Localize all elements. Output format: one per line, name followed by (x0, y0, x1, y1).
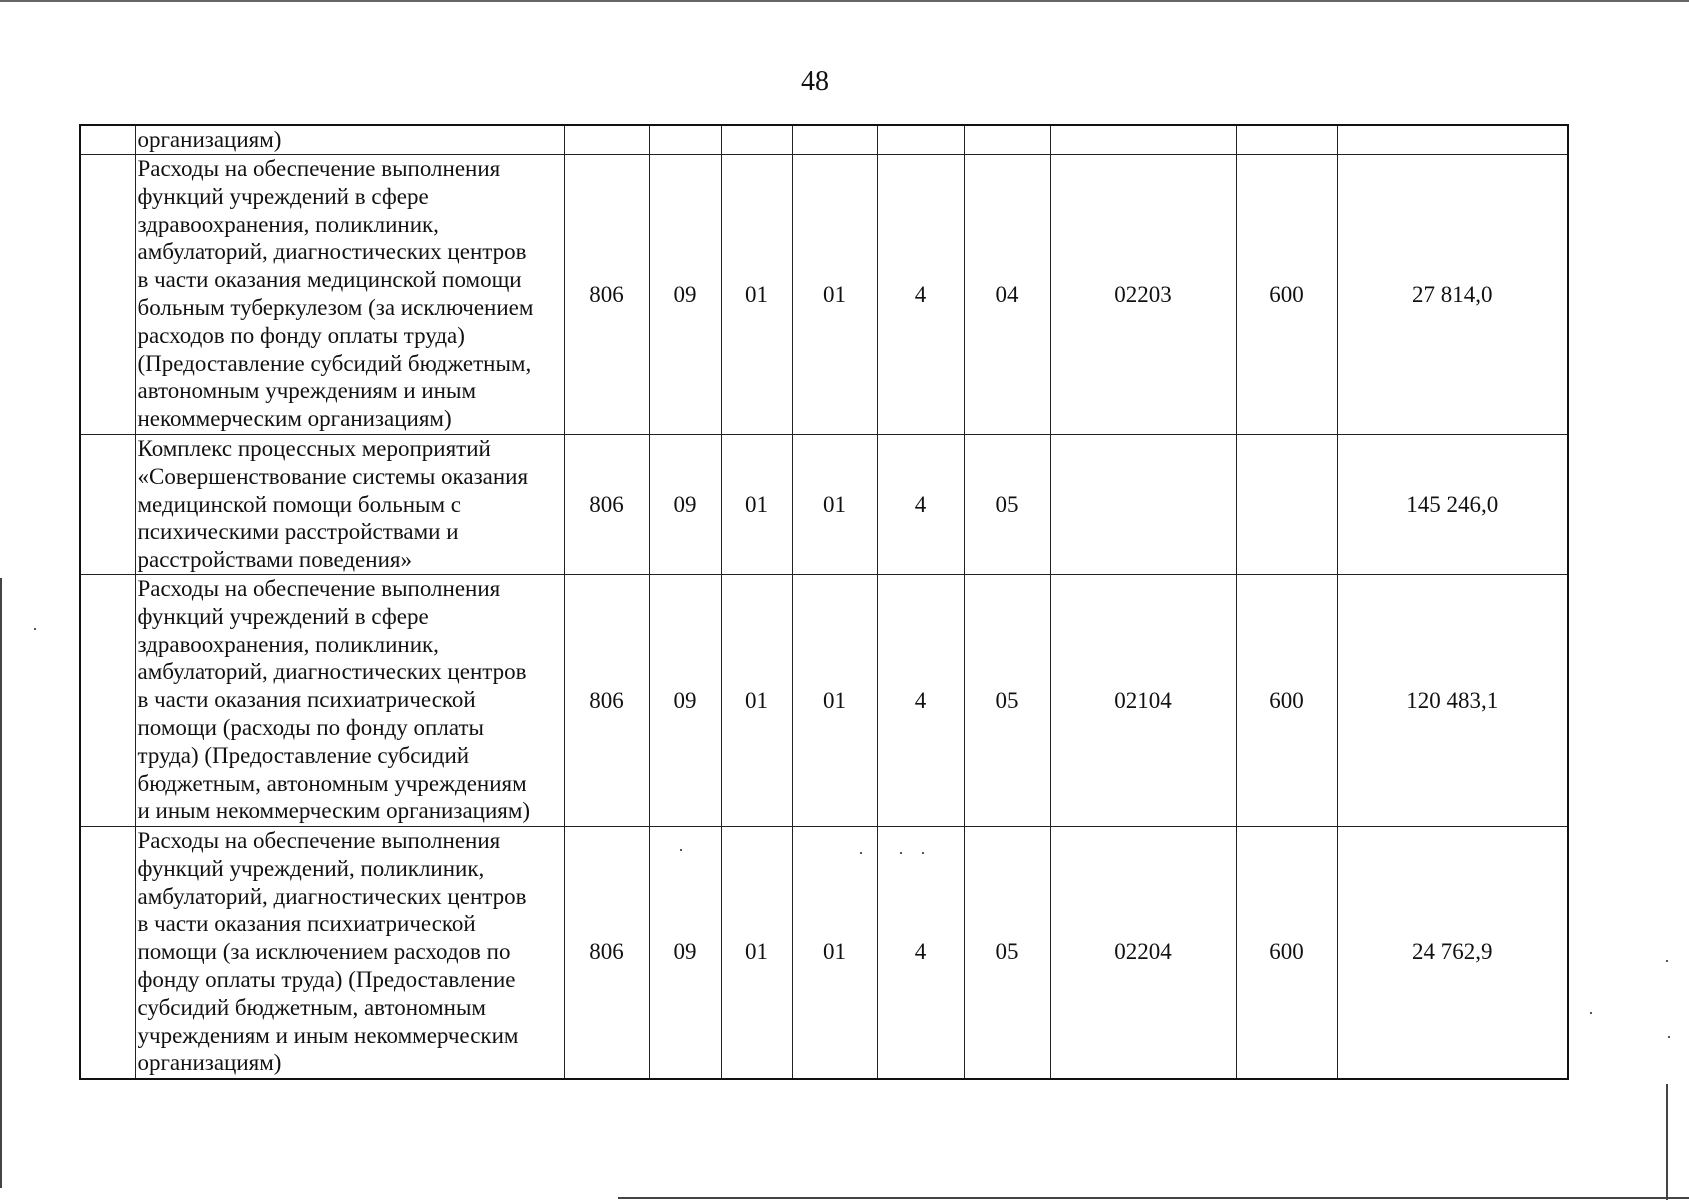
code-cell: 4 (877, 575, 964, 827)
code-cell: 01 (721, 155, 792, 435)
description-cell: Расходы на обеспечение выполнения функций учреждений, поликлиник, амбулаторий, диагностических центров в части оказания психиатрической помощи (за исключением расходов по фонду оплаты труда) (Предоставление субсидий бюджетным, автономным учреждениям и иным некоммерческим организациям) (135, 827, 564, 1079)
scan-mark-right (1666, 1084, 1668, 1200)
code-cell: 01 (721, 575, 792, 827)
row-number-cell (80, 575, 135, 827)
code-cell: 05 (964, 435, 1050, 575)
scan-speck (860, 852, 862, 854)
scan-edge-top (0, 0, 1689, 2)
table-row (80, 575, 1568, 827)
amount-cell: 24 762,9 (1337, 827, 1568, 1079)
code-cell: 4 (877, 155, 964, 435)
description-cell: Расходы на обеспечение выполнения функций учреждений в сфере здравоохранения, поликлиник, амбулаторий, диагностических центров в части оказания медицинской помощи больным туберкулезом (за исключением расходов по фонду оплаты труда) (Предоставление субсидий бюджетным, автономным учреждениям и иным некоммерческим организациям) (135, 155, 564, 435)
code-cell (1050, 125, 1236, 155)
code-cell: 01 (792, 435, 877, 575)
code-cell: 600 (1236, 575, 1337, 827)
table-row (80, 155, 1568, 435)
amount-cell: 120 483,1 (1337, 575, 1568, 827)
code-cell: 806 (564, 155, 649, 435)
scan-speck (1590, 1012, 1592, 1014)
code-cell (649, 125, 721, 155)
scan-speck (680, 849, 682, 851)
code-cell: 02104 (1050, 575, 1236, 827)
table-row (80, 125, 1568, 155)
code-cell: 04 (964, 155, 1050, 435)
budget-table (79, 124, 1569, 1080)
code-cell (1050, 435, 1236, 575)
table-row (80, 827, 1568, 1079)
code-cell: 09 (649, 575, 721, 827)
code-cell: 600 (1236, 155, 1337, 435)
scan-speck (34, 628, 36, 630)
code-cell (1236, 435, 1337, 575)
row-number-cell (80, 125, 135, 155)
amount-cell (1337, 125, 1568, 155)
code-cell: 05 (964, 575, 1050, 827)
code-cell: 02203 (1050, 155, 1236, 435)
code-cell (877, 125, 964, 155)
scan-edge-left (0, 578, 2, 1188)
code-cell: 600 (1236, 827, 1337, 1079)
description-cell: организациям) (135, 125, 564, 155)
description-cell: Расходы на обеспечение выполнения функций учреждений в сфере здравоохранения, поликлиник, амбулаторий, диагностических центров в части оказания психиатрической помощи (расходы по фонду оплаты труда) (Предоставление субсидий бюджетным, автономным учреждениям и иным некоммерческим организациям) (135, 575, 564, 827)
code-cell: 806 (564, 435, 649, 575)
code-cell (564, 125, 649, 155)
code-cell: 4 (877, 827, 964, 1079)
code-cell (792, 125, 877, 155)
code-cell: 09 (649, 435, 721, 575)
code-cell: 806 (564, 575, 649, 827)
code-cell: 01 (792, 575, 877, 827)
scan-speck (1666, 960, 1668, 962)
amount-cell: 27 814,0 (1337, 155, 1568, 435)
code-cell: 09 (649, 155, 721, 435)
code-cell (721, 125, 792, 155)
description-cell: Комплекс процессных мероприятий «Совершенствование системы оказания медицинской помощи больным с психическими расстройствами и расстройствами поведения» (135, 435, 564, 575)
code-cell: 4 (877, 435, 964, 575)
code-cell (964, 125, 1050, 155)
page-number: 48 (801, 66, 829, 97)
code-cell (1236, 125, 1337, 155)
row-number-cell (80, 435, 135, 575)
scan-speck (900, 852, 902, 854)
code-cell: 05 (964, 827, 1050, 1079)
code-cell: 01 (721, 827, 792, 1079)
scan-speck (922, 852, 924, 854)
row-number-cell (80, 155, 135, 435)
code-cell: 01 (721, 435, 792, 575)
scan-speck (1668, 1036, 1670, 1038)
table-row (80, 435, 1568, 575)
code-cell: 01 (792, 155, 877, 435)
scan-edge-bottom (618, 1197, 1689, 1199)
code-cell: 02204 (1050, 827, 1236, 1079)
code-cell: 01 (792, 827, 877, 1079)
row-number-cell (80, 827, 135, 1079)
amount-cell: 145 246,0 (1337, 435, 1568, 575)
code-cell: 806 (564, 827, 649, 1079)
code-cell: 09 (649, 827, 721, 1079)
